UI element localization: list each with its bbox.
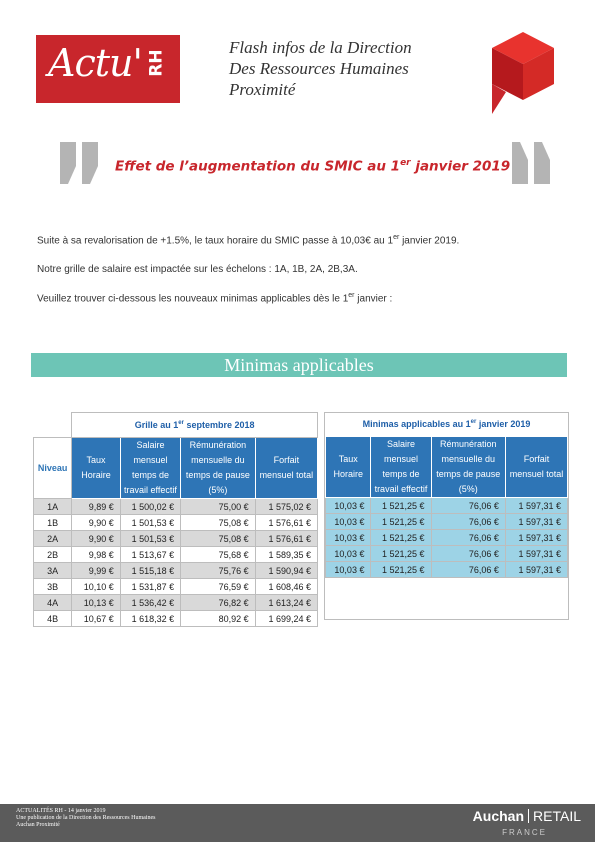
table-row: 4B 10,67 € 1 618,32 € 80,92 € 1 699,24 € [34, 611, 318, 627]
flash-line: Des Ressources Humaines [229, 59, 409, 78]
table-row: 10,03 € 1 521,25 € 76,06 € 1 597,31 € [326, 546, 568, 562]
footer-info: ACTUALITÉS RH - 14 janvier 2019 Une publication de la Direction des Ressources Humaines Auchan Proximité [16, 808, 156, 828]
table-row: 1A 9,89 € 1 500,02 € 75,00 € 1 575,02 € [34, 499, 318, 515]
col-header: Taux Horaire [72, 438, 121, 499]
flash-line: Proximité [229, 80, 296, 99]
col-header: Salaire mensuel temps de travail effectif [120, 438, 180, 499]
section-banner: Minimas applicables [31, 353, 567, 377]
page-title: Effet de l’augmentation du SMIC au 1er janvier 2019 [115, 158, 511, 175]
table-row: 3A 9,99 € 1 515,18 € 75,76 € 1 590,94 € [34, 563, 318, 579]
table-row: 4A 10,13 € 1 536,42 € 76,82 € 1 613,24 € [34, 595, 318, 611]
auchan-retail-logo: Auchan RETAIL [472, 808, 581, 824]
actu-rh-logo [36, 35, 180, 103]
table-row: 10,03 € 1 521,25 € 76,06 € 1 597,31 € [326, 562, 568, 578]
footer-country: FRANCE [502, 828, 547, 837]
table-row: 3B 10,10 € 1 531,87 € 76,59 € 1 608,46 € [34, 579, 318, 595]
grille-caption: Grille au 1er septembre 2018 [72, 413, 318, 438]
col-header: Taux Horaire [326, 437, 371, 498]
col-header: Rémunération mensuelle du temps de pause (5%) [431, 437, 505, 498]
cube-logo-icon [486, 28, 560, 116]
open-quote-icon [58, 138, 104, 188]
col-header: Salaire mensuel temps de travail effectif [371, 437, 431, 498]
page-footer [0, 804, 595, 842]
col-header: Forfait mensuel total [505, 437, 567, 498]
grille-table [33, 412, 318, 627]
logo-text: Actu' [48, 41, 142, 85]
col-header: Forfait mensuel total [255, 438, 317, 499]
intro-paragraph-1: Suite à sa revalorisation de +1.5%, le taux horaire du SMIC passe à 10,03€ au 1er janvier 2019. [37, 234, 460, 247]
close-quote-icon [510, 138, 556, 188]
flash-line: Flash infos de la Direction [229, 38, 412, 57]
minimas-caption: Minimas applicables au 1er janvier 2019 [362, 419, 531, 429]
flash-heading [229, 37, 412, 100]
intro-paragraph-3: Veuillez trouver ci-dessous les nouveaux minimas applicables dès le 1er janvier : [37, 292, 393, 305]
minimas-table [325, 412, 568, 578]
table-row: 2B 9,98 € 1 513,67 € 75,68 € 1 589,35 € [34, 547, 318, 563]
logo-badge: RH [146, 49, 167, 77]
table-row: 1B 9,90 € 1 501,53 € 75,08 € 1 576,61 € [34, 515, 318, 531]
table-row: 2A 9,90 € 1 501,53 € 75,08 € 1 576,61 € [34, 531, 318, 547]
col-header: Rémunération mensuelle du temps de pause (5%) [181, 438, 256, 499]
table-row: 10,03 € 1 521,25 € 76,06 € 1 597,31 € [326, 530, 568, 546]
level-header: Niveau [34, 438, 72, 499]
table-row: 10,03 € 1 521,25 € 76,06 € 1 597,31 € [326, 498, 568, 514]
intro-paragraph-2: Notre grille de salaire est impactée sur les échelons : 1A, 1B, 2A, 2B,3A. [37, 264, 358, 275]
table-row: 10,03 € 1 521,25 € 76,06 € 1 597,31 € [326, 514, 568, 530]
